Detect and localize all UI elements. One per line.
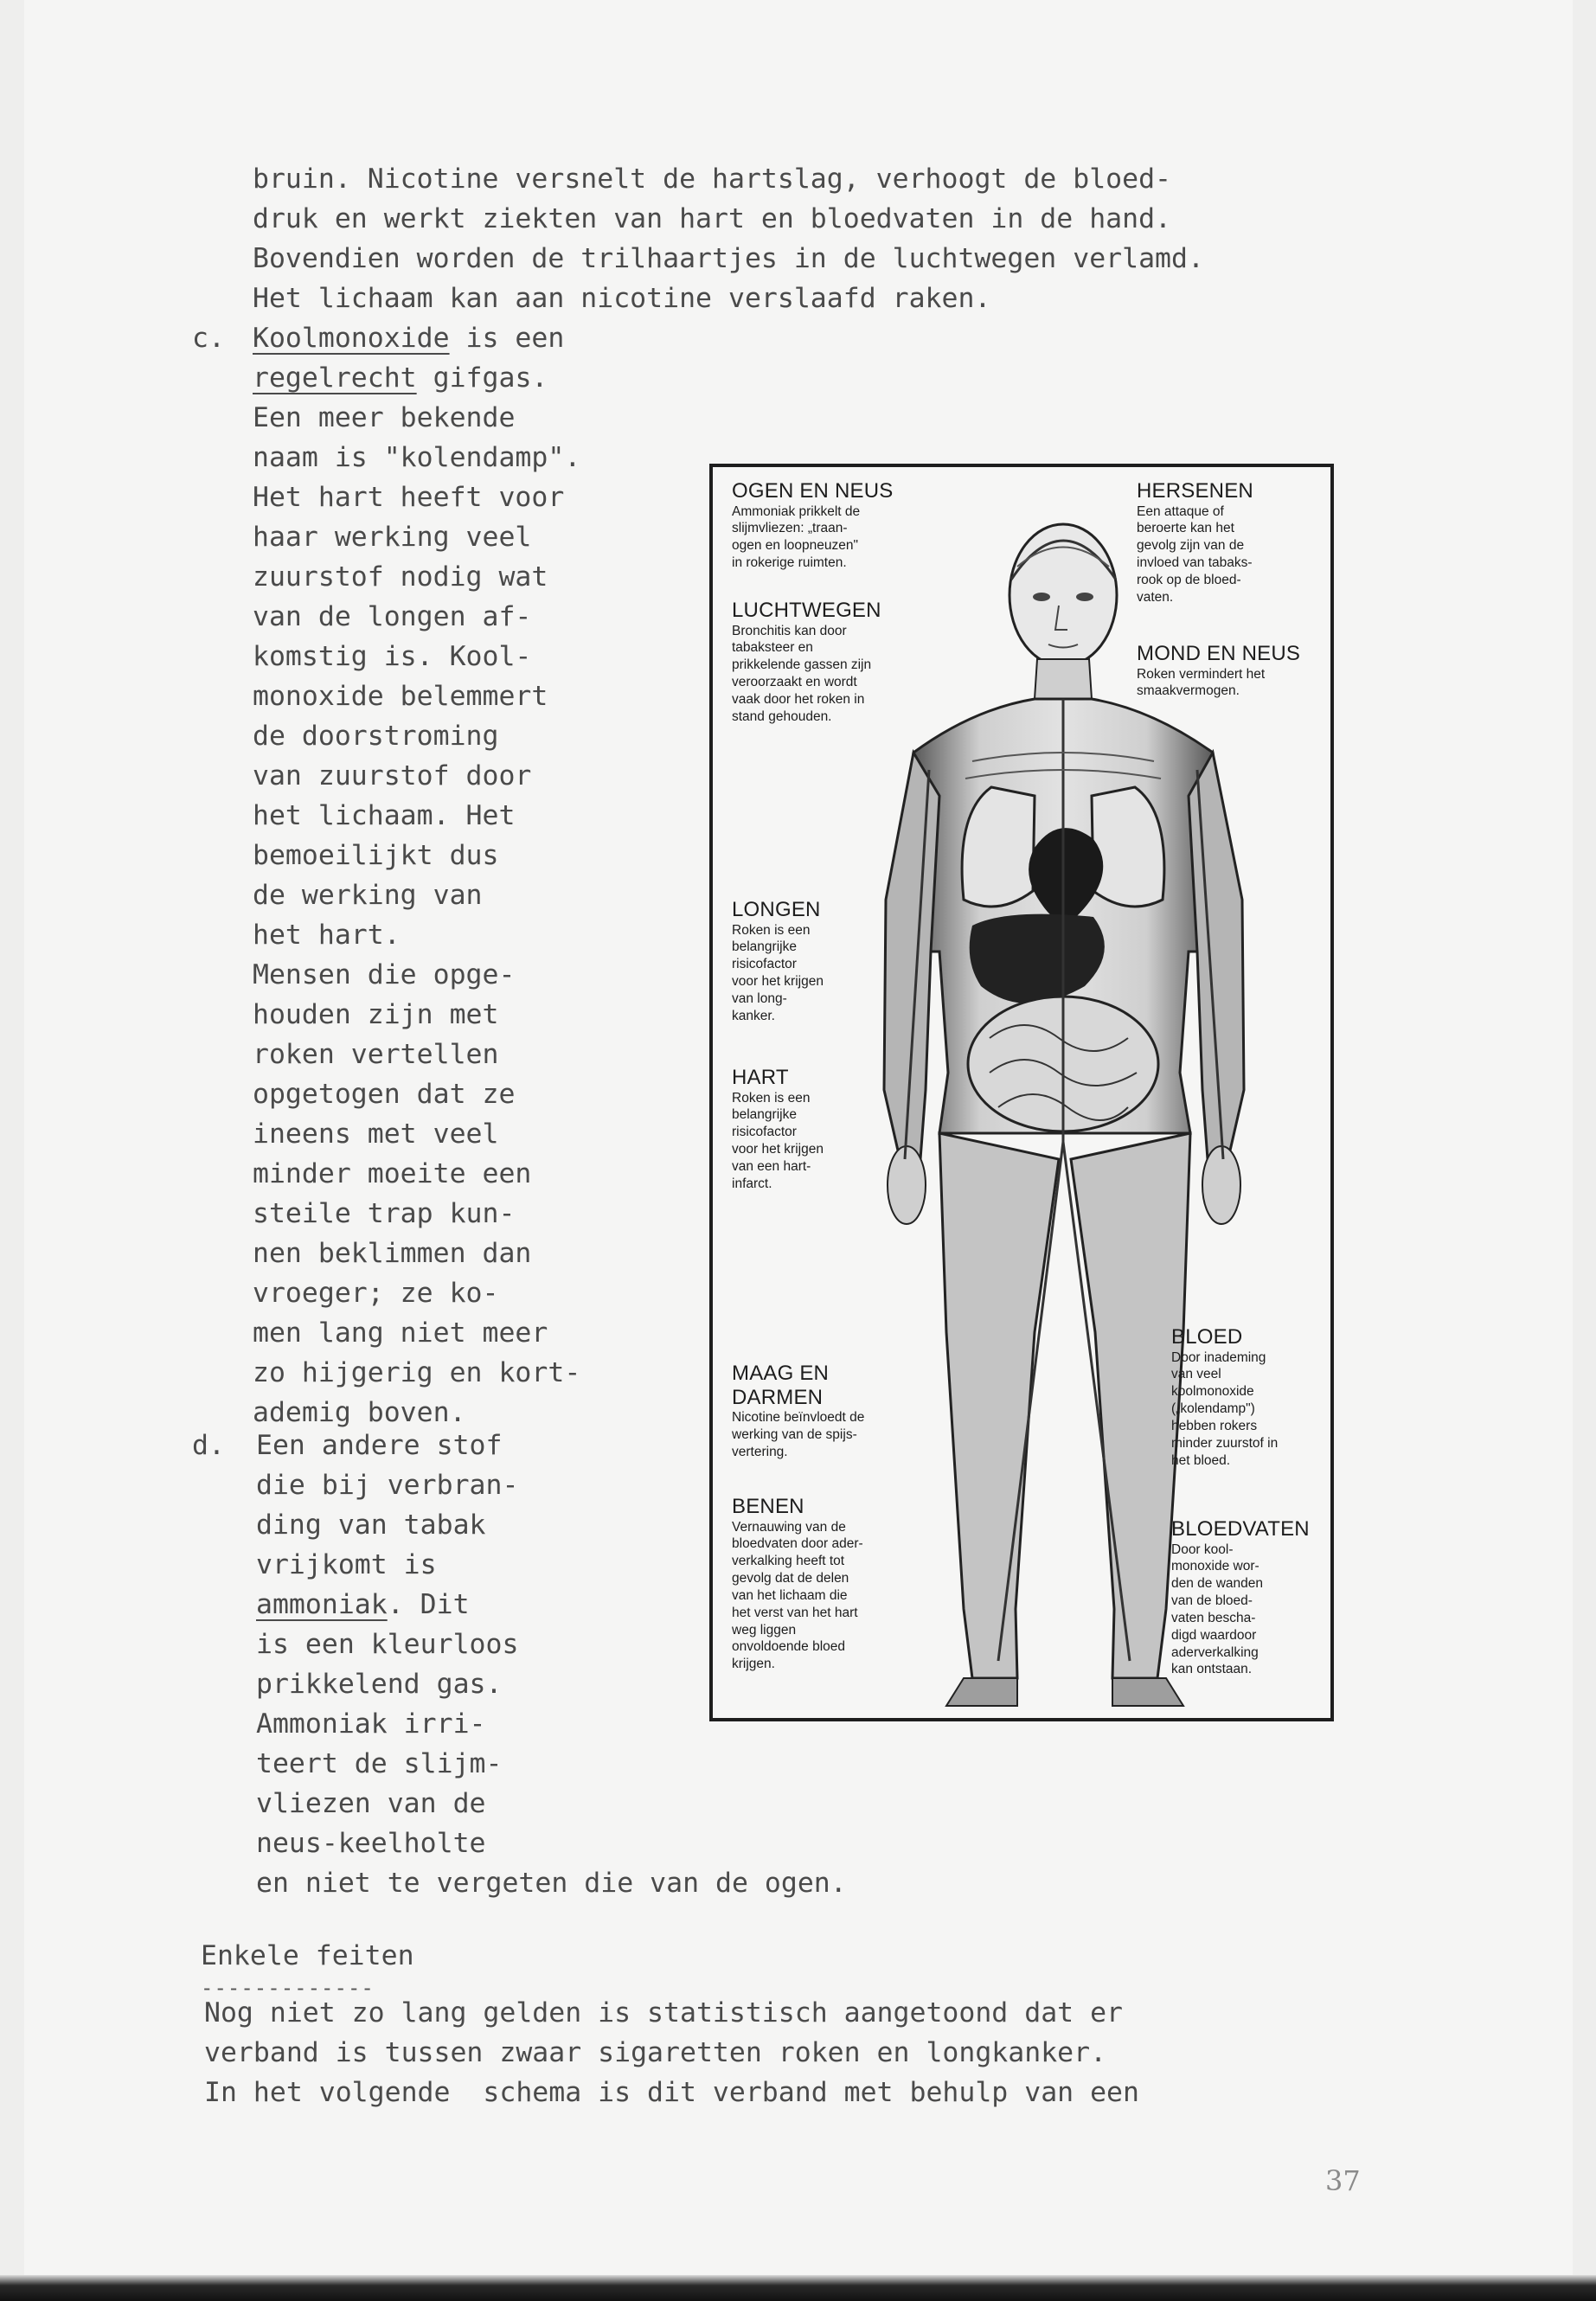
label-benen: BENEN Vernauwing van de bloedvaten door ader- verkalking heeft tot gevolg dat de delen van het lichaam die het verst van het hart weg liggen onvoldoende bloed krijgen. xyxy=(732,1495,863,1672)
paragraph-line: vliezen van de xyxy=(256,1788,486,1819)
paragraph-line: ineens met veel xyxy=(253,1118,499,1150)
label-longen: LONGEN Roken is een belangrijke risicofactor voor het krijgen van long- kanker. xyxy=(732,898,824,1023)
paragraph-line: is een kleurloos xyxy=(256,1629,519,1660)
paragraph-line: minder moeite een xyxy=(253,1158,532,1189)
label-luchtwegen: LUCHTWEGEN Bronchitis kan door tabaksteer en prikkelende gassen zijn veroorzaakt en wordt vaak door het roken in stand gehouden. xyxy=(732,599,881,724)
paragraph-line: Ammoniak irri- xyxy=(256,1708,486,1740)
label-hersenen: HERSENEN Een attaque of beroerte kan het gevolg zijn van de invloed van tabaks- rook op de bloed- vaten. xyxy=(1137,479,1253,605)
paragraph-line: bruin. Nicotine versnelt de hartslag, verhoogt de bloed- xyxy=(253,163,1172,195)
paragraph-line: die bij verbran- xyxy=(256,1470,519,1501)
paragraph-line: nen beklimmen dan xyxy=(253,1238,532,1269)
paragraph-line: ademig boven. xyxy=(253,1397,466,1428)
paragraph-line: van zuurstof door xyxy=(253,760,532,792)
paragraph-line: het lichaam. Het xyxy=(253,800,516,831)
paragraph-line: Een meer bekende xyxy=(253,402,516,433)
paragraph-line: van de longen af- xyxy=(253,601,532,632)
paragraph-line: de werking van xyxy=(253,880,483,911)
term-regelrecht: regelrecht xyxy=(253,362,417,394)
label-hart: HART Roken is een belangrijke risicofactor voor het krijgen van een hart- infarct. xyxy=(732,1066,824,1191)
label-bloedvaten: BLOEDVATEN Door kool- monoxide wor- den de wanden van de bloed- vaten bescha- digd waardoor aderverkalking kan ontstaan. xyxy=(1171,1517,1310,1677)
paragraph-line: opgetogen dat ze xyxy=(253,1079,516,1110)
paragraph-line: neus-keelholte xyxy=(256,1828,486,1859)
paragraph-line: steile trap kun- xyxy=(253,1198,516,1229)
paragraph-line: teert de slijm- xyxy=(256,1748,503,1779)
list-item-c-line: regelrecht gifgas. xyxy=(253,362,548,394)
paragraph-line: Bovendien worden de trilhaartjes in de luchtwegen verlamd. xyxy=(253,243,1204,274)
anatomy-figure xyxy=(709,464,1334,1721)
heading-underline: ------------- xyxy=(201,1976,375,2000)
paragraph-line: het hart. xyxy=(253,920,401,951)
paragraph-line: zo hijgerig en kort- xyxy=(253,1357,581,1388)
section-heading: Enkele feiten xyxy=(201,1940,414,1971)
paragraph-line: roken vertellen xyxy=(253,1039,499,1070)
label-maag-en-darmen: MAAG EN DARMEN Nicotine beïnvloedt de werking van de spijs- vertering. xyxy=(732,1362,865,1459)
paragraph-line: Het lichaam kan aan nicotine verslaafd raken. xyxy=(253,283,991,314)
paragraph-line: zuurstof nodig wat xyxy=(253,561,548,593)
paragraph-line: druk en werkt ziekten van hart en bloedvaten in de hand. xyxy=(253,203,1172,234)
paragraph-line: prikkelend gas. xyxy=(256,1669,503,1700)
list-marker-c: c. xyxy=(192,323,225,354)
paragraph-line: houden zijn met xyxy=(253,999,499,1030)
list-item-c-line: Koolmonoxide is een xyxy=(253,323,565,354)
term-koolmonoxide: Koolmonoxide xyxy=(253,323,450,354)
paragraph-line: komstig is. Kool- xyxy=(253,641,532,672)
paragraph-line: vrijkomt is xyxy=(256,1549,437,1580)
label-bloed: BLOED Door inademing van veel koolmonoxide („kolendamp") hebben rokers minder zuurstof in het bloed. xyxy=(1171,1325,1279,1468)
paragraph-line: men lang niet meer xyxy=(253,1317,548,1349)
paragraph-line: verband is tussen zwaar sigaretten roken en longkanker. xyxy=(204,2037,1107,2068)
paragraph-line: en niet te vergeten die van de ogen. xyxy=(256,1868,847,1899)
paragraph-line: Nog niet zo lang gelden is statistisch aangetoond dat er xyxy=(204,1997,1124,2029)
paragraph-line: ding van tabak xyxy=(256,1509,486,1541)
paragraph-line: monoxide belemmert xyxy=(253,681,548,712)
scan-edge xyxy=(0,2275,1596,2301)
paragraph-line: vroeger; ze ko- xyxy=(253,1278,499,1309)
paragraph-line: naam is "kolendamp". xyxy=(253,442,581,473)
label-ogen-en-neus: OGEN EN NEUS Ammoniak prikkelt de slijmvliezen: „traan- ogen en loopneuzen" in rokerige ruimten. xyxy=(732,479,894,571)
paragraph-line: bemoeilijkt dus xyxy=(253,840,499,871)
paragraph-line: In het volgende schema is dit verband met behulp van een xyxy=(204,2077,1139,2108)
paragraph-line: Een andere stof xyxy=(256,1430,503,1461)
term-ammoniak: ammoniak xyxy=(256,1589,388,1620)
paragraph-line: Het hart heeft voor xyxy=(253,482,565,513)
list-item-d-line: ammoniak. Dit xyxy=(256,1589,470,1620)
page-number: 37 xyxy=(1325,2164,1361,2197)
list-marker-d: d. xyxy=(192,1430,225,1461)
paragraph-line: de doorstroming xyxy=(253,721,499,752)
paragraph-line: Mensen die opge- xyxy=(253,959,516,990)
paragraph-line: haar werking veel xyxy=(253,522,532,553)
label-mond-en-neus: MOND EN NEUS Roken vermindert het smaakvermogen. xyxy=(1137,642,1301,699)
